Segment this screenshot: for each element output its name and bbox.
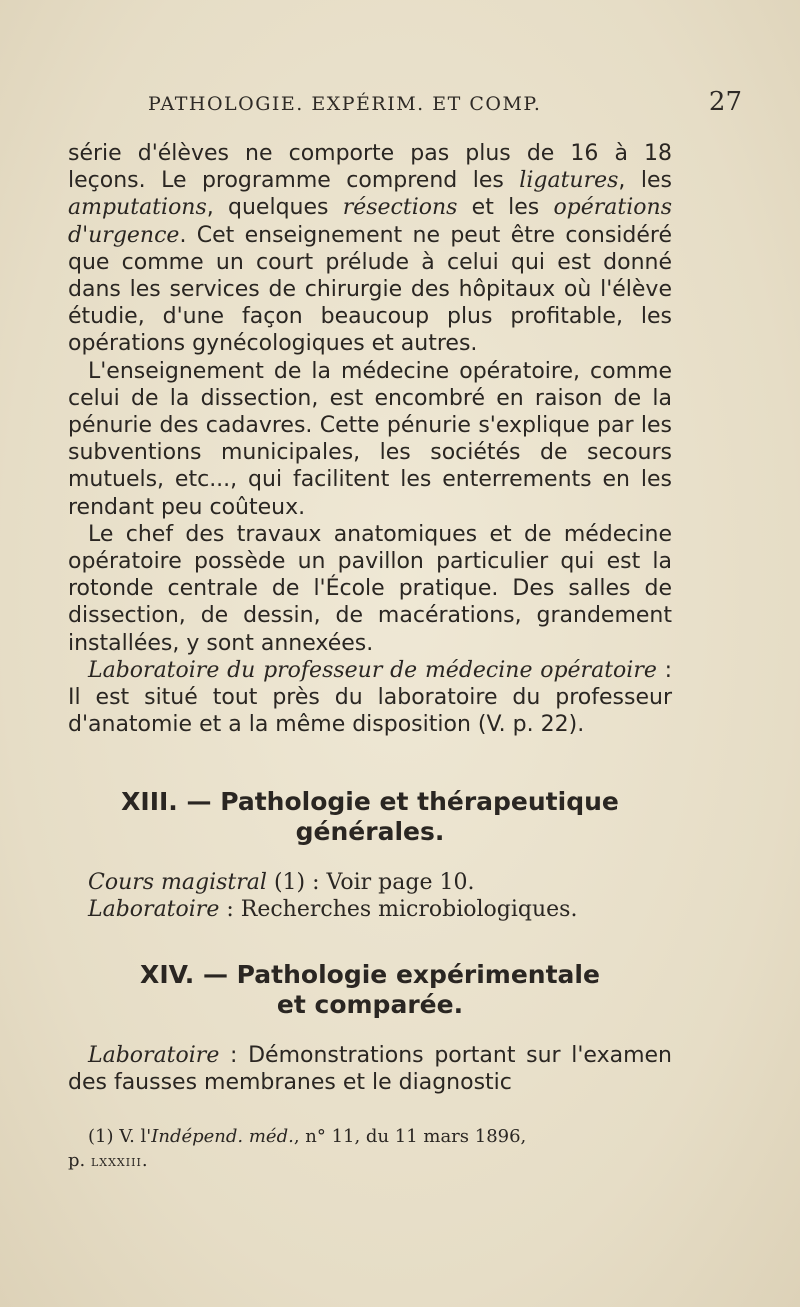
p4-text: : Il est situé tout près du laboratoire du professeur d'anatomie et a la même disposition (V. p. 22). <box>68 657 673 738</box>
section-xiv-body <box>68 1042 672 1096</box>
xiv-paragraph <box>68 1042 672 1096</box>
section-xiv-heading-line-2: et comparée. <box>276 990 464 1019</box>
section-xiii-heading <box>68 787 672 847</box>
page-number: 27 <box>708 87 742 117</box>
p2-text: L'enseignement de la médecine opératoire, comme celui de la dissection, est encombré en raison de la pénurie des cadavres. Cette pénurie s'explique par les subventions municipales, les sociétés de secours mutuels, etc..., qui facilitent les enterrements en les rendant peu coûteux. <box>68 358 672 520</box>
xiii-cours-text: (1) : Voir page 10. <box>266 870 475 895</box>
running-head-title: PATHOLOGIE. EXPÉRIM. ET COMP. <box>148 93 542 115</box>
section-xiv-heading-line-1: XIV. — Pathologie expérimentale <box>140 960 600 989</box>
p1-text-5: . Cet enseignement ne peut être considéré que comme un court prélude à celui qui est donné dans les services de chirurgie des hôpitaux où l'élève étudie, d'une façon beaucoup plus profitable, les opérations gynécologiques et autres. <box>68 222 672 357</box>
footnote-page-suffix: . <box>141 1150 148 1171</box>
p1-text-2: , les <box>618 168 672 194</box>
body-text <box>68 140 672 738</box>
xiii-labo-label: Laboratoire <box>88 897 220 922</box>
xiv-labo-text: : Démonstrations portant sur l'examen des fausses membranes et le diagnostic <box>68 1043 672 1096</box>
paragraph-3 <box>68 521 672 657</box>
p1-italic-resections: résections <box>342 195 458 221</box>
footnote-text-1: (1) V. l' <box>88 1126 152 1147</box>
p1-italic-operations: opérations d'urgence <box>68 195 672 248</box>
footnote-journal: Indépend. méd. <box>151 1126 294 1147</box>
paragraph-2 <box>68 358 672 521</box>
p1-italic-ligatures: ligatures <box>519 168 619 194</box>
section-xiii-heading-line-2: générales. <box>295 817 445 846</box>
p1-text-3: , quelques <box>206 195 343 221</box>
footnote-page-prefix: p. <box>68 1150 91 1171</box>
section-xiii-body <box>68 869 672 923</box>
xiii-cours-label: Cours magistral <box>88 870 267 895</box>
footnote-page-roman: lxxxiii <box>90 1152 142 1170</box>
footnote <box>68 1125 672 1173</box>
section-xiii-heading-line-1: XIII. — Pathologie et thérapeutique <box>121 787 619 816</box>
p4-label: Laboratoire du professeur de médecine opératoire <box>88 657 657 683</box>
paragraph-4 <box>68 657 672 739</box>
paragraph-1 <box>68 140 672 358</box>
p1-text-4: et les <box>457 195 554 221</box>
section-xiv-heading <box>68 960 672 1020</box>
p1-italic-amputations: amputations <box>68 195 207 221</box>
footnote-text-2: , n° 11, du 11 mars 1896, <box>293 1126 527 1147</box>
xiii-labo-text: : Recherches microbiologiques. <box>219 897 578 922</box>
p3-text: Le chef des travaux anatomiques et de médecine opératoire possède un pavillon particulier qui est la rotonde centrale de l'École pratique. Des salles de dissection, de dessin, de macérations, grandement installées, y sont annexées. <box>68 521 672 656</box>
xiv-labo-label: Laboratoire <box>88 1043 220 1068</box>
xiii-cours-line <box>68 869 672 896</box>
p1-text-1: série d'élèves ne comporte pas plus de 16 à 18 leçons. Le programme comprend les <box>68 141 672 194</box>
xiii-labo-line <box>68 896 672 923</box>
